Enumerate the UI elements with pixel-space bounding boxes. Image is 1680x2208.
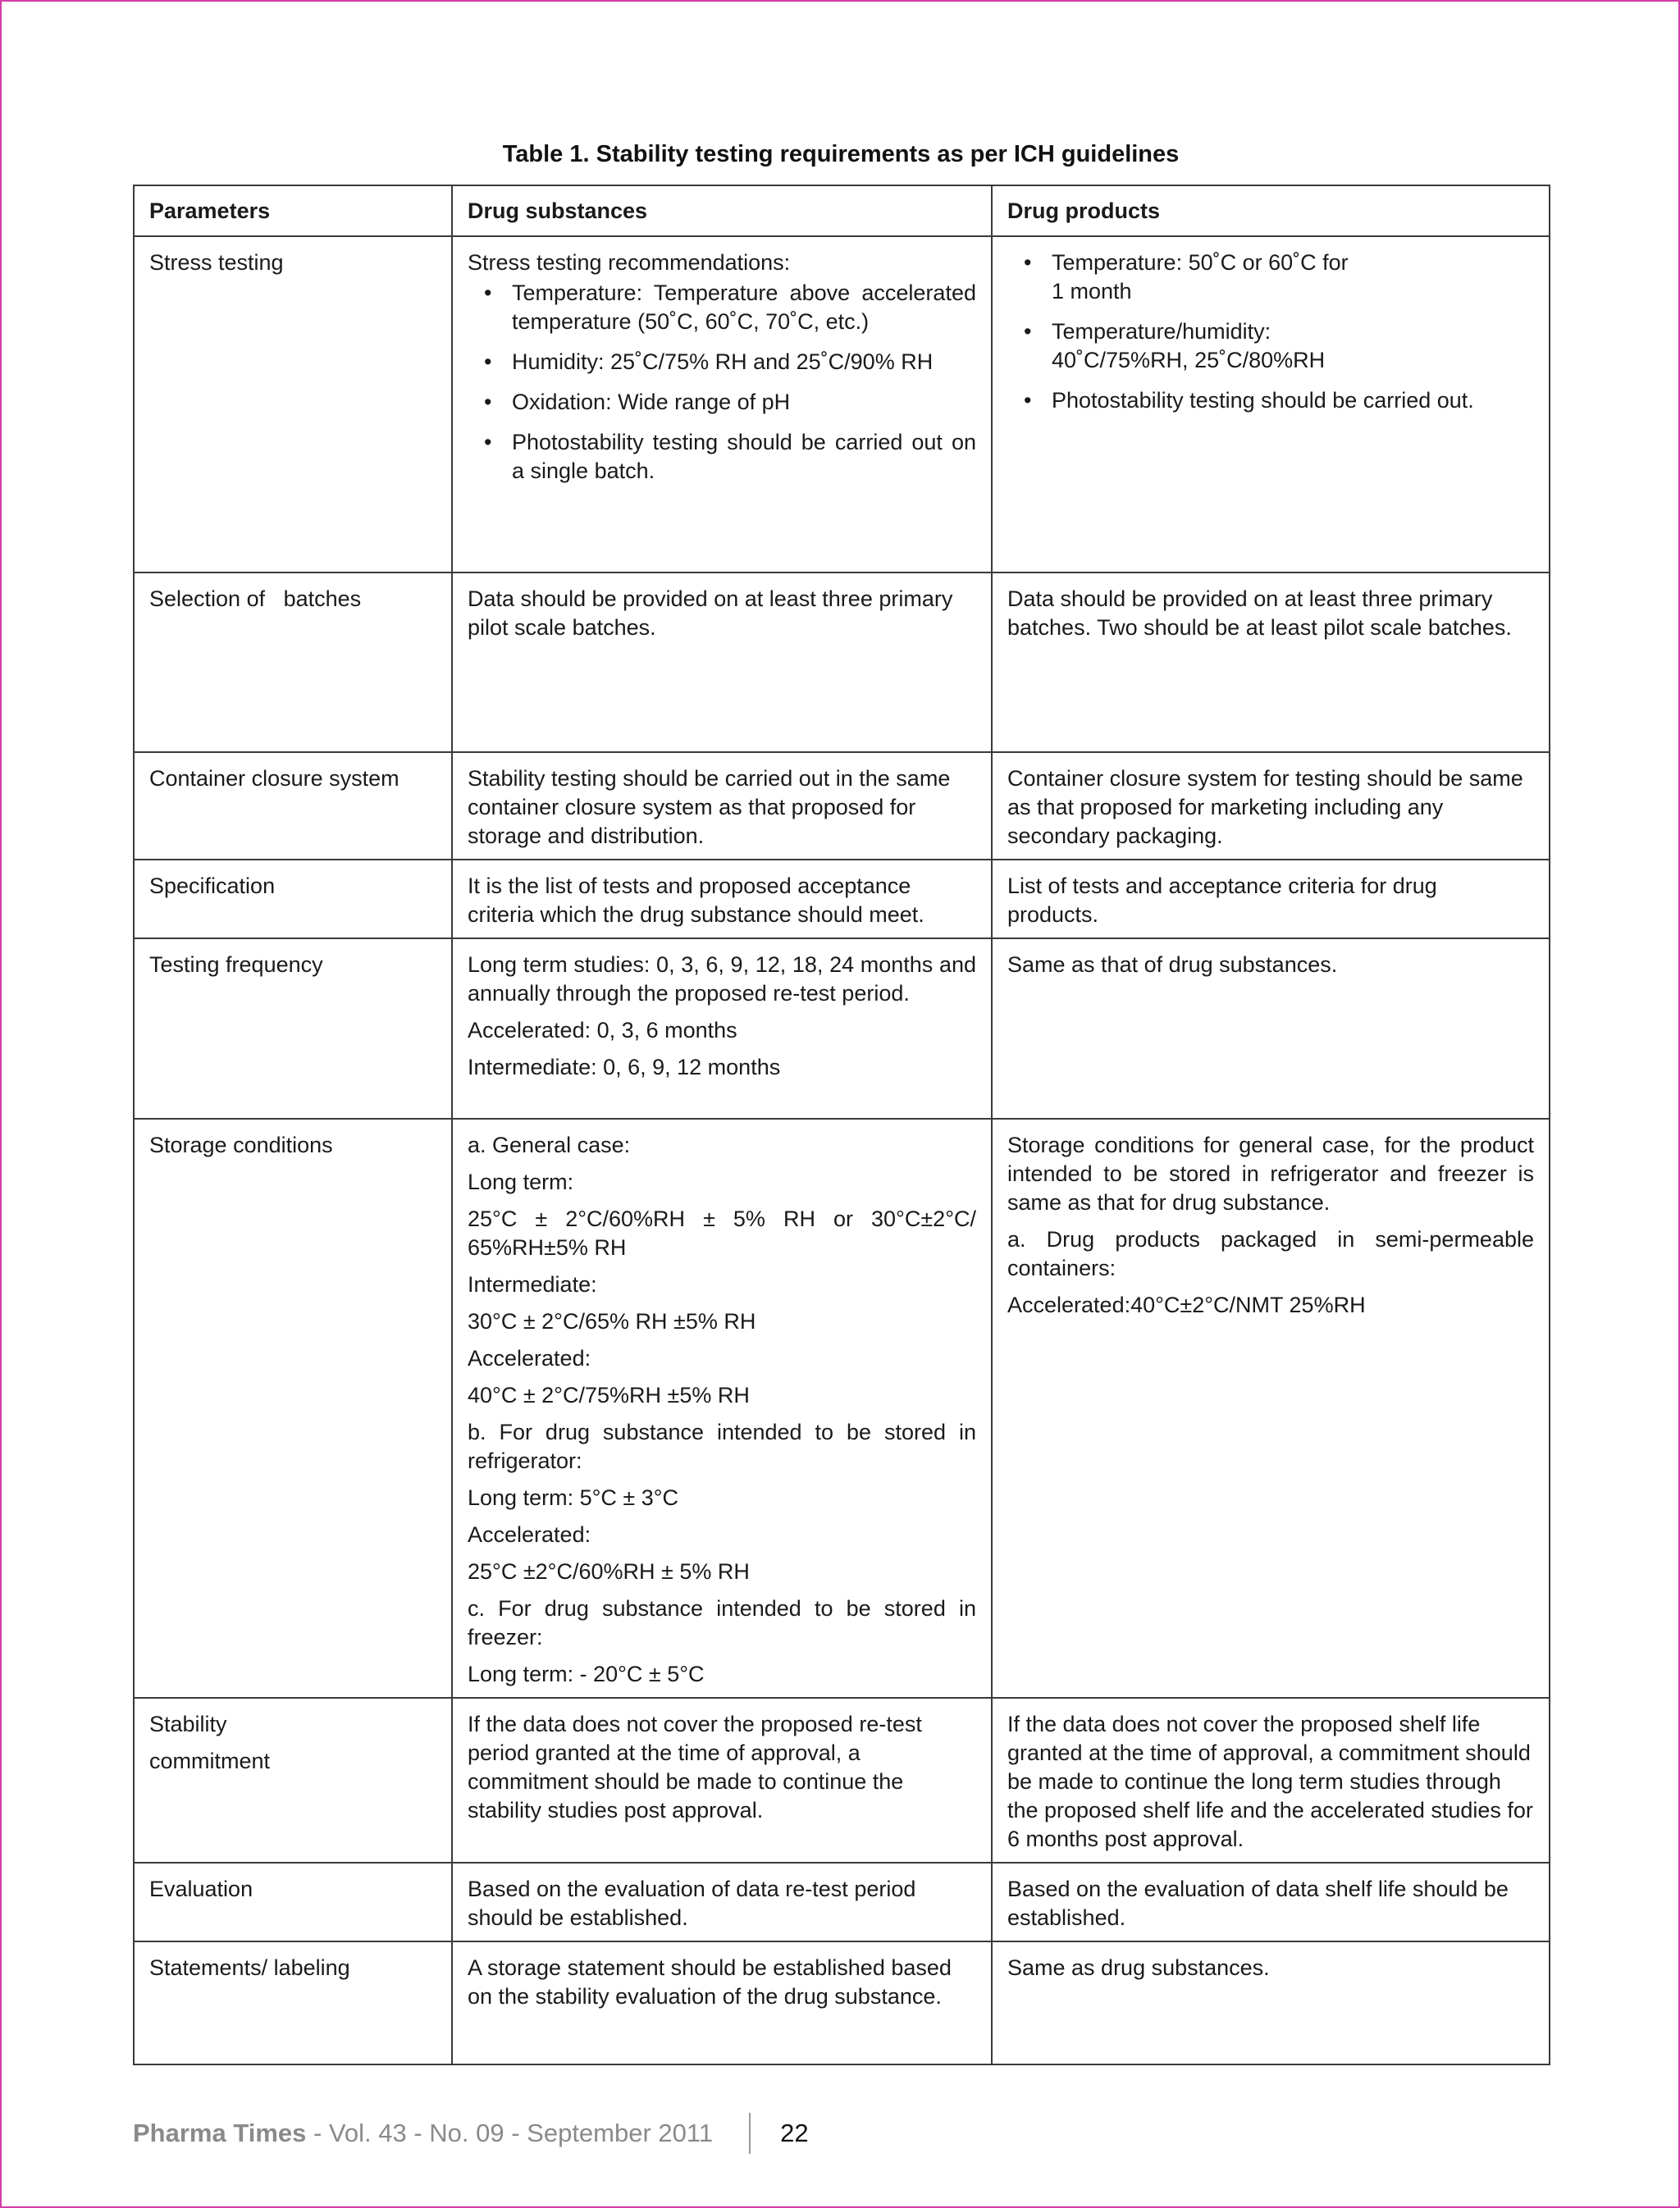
table-row-stress-testing	[134, 236, 1550, 573]
page-footer	[133, 2113, 809, 2154]
table-row-statements-labeling	[134, 1941, 1550, 2064]
cell-text: 25°C ± 2°C/60%RH ± 5% RH or 30°C±2°C/ 65%RH±5% RH	[468, 1207, 976, 1260]
bullet-list	[1007, 249, 1534, 415]
cell-text: 40°C ± 2°C/75%RH ±5% RH	[468, 1383, 750, 1407]
substance-cell: Data should be provided on at least three primary pilot scale batches.	[452, 573, 992, 752]
param-cell: Testing frequency	[134, 938, 452, 1119]
table-row-storage-conditions	[134, 1119, 1550, 1698]
product-cell: Container closure system for testing should be same as that proposed for marketing including any secondary packaging.	[992, 752, 1550, 860]
substance-cell	[452, 1119, 992, 1698]
list-item: • Photostability testing should be carried out on a single batch.	[468, 428, 976, 486]
product-cell: List of tests and acceptance criteria for drug products.	[992, 860, 1550, 938]
product-cell: Data should be provided on at least three primary batches. Two should be at least pilot scale batches.	[992, 573, 1550, 752]
header-drug-products: Drug products	[992, 185, 1550, 236]
product-cell	[992, 1119, 1550, 1698]
param-cell: Specification	[134, 860, 452, 938]
substance-cell	[452, 236, 992, 573]
table-row-evaluation	[134, 1863, 1550, 1941]
cell-text: 30°C ± 2°C/65% RH ±5% RH	[468, 1309, 756, 1334]
substance-cell: Based on the evaluation of data re-test period should be established.	[452, 1863, 992, 1941]
substance-cell: Stability testing should be carried out in the same container closure system as that proposed for storage and distribution.	[452, 752, 992, 860]
cell-text: Long term: - 20°C ± 5°C	[468, 1662, 705, 1686]
stability-requirements-table	[133, 185, 1550, 2065]
list-item: • Oxidation: Wide range of pH	[468, 388, 976, 417]
product-cell: If the data does not cover the proposed shelf life granted at the time of approval, a commitment should be made to continue the long term studies through the proposed shelf life and the accelerated studies for 6 months post approval.	[992, 1698, 1550, 1863]
header-drug-substances: Drug substances	[452, 185, 992, 236]
list-item: • Temperature/humidity: 40˚C/75%RH, 25˚C/80%RH	[1007, 317, 1534, 375]
cell-text: commitment	[149, 1749, 271, 1773]
cell-text: Intermediate: 0, 6, 9, 12 months	[468, 1055, 781, 1079]
param-cell: Statements/ labeling	[134, 1941, 452, 2064]
substance-cell: If the data does not cover the proposed re-test period granted at the time of approval, a commitment should be made to continue the stability studies post approval.	[452, 1698, 992, 1863]
cell-text: Long term:	[468, 1170, 574, 1194]
substance-cell: A storage statement should be established based on the stability evaluation of the drug substance.	[452, 1941, 992, 2064]
product-cell	[992, 236, 1550, 573]
param-cell: Evaluation	[134, 1863, 452, 1941]
table-row-stability-commitment	[134, 1698, 1550, 1863]
table-row-selection-of-batches	[134, 573, 1550, 752]
product-cell: Same as drug substances.	[992, 1941, 1550, 2064]
list-item: • Temperature: Temperature above accelerated temperature (50˚C, 60˚C, 70˚C, etc.)	[468, 279, 976, 336]
param-cell: Storage conditions	[134, 1119, 452, 1698]
cell-text: Accelerated:	[468, 1522, 591, 1547]
cell-text: c. For drug substance intended to be stored in freezer:	[468, 1596, 976, 1649]
footer-divider	[749, 2113, 751, 2154]
cell-text: Accelerated:40°C±2°C/NMT 25%RH	[1007, 1293, 1366, 1317]
table-row-testing-frequency	[134, 938, 1550, 1119]
cell-text: a. Drug products packaged in semi-permeable containers:	[1007, 1227, 1534, 1280]
cell-text: Stress testing recommendations:	[468, 250, 791, 275]
cell-text: Long term: 5°C ± 3°C	[468, 1485, 679, 1510]
table-caption: Table 1. Stability testing requirements as per ICH guidelines	[502, 141, 1180, 167]
param-cell: Stress testing	[134, 236, 452, 573]
param-cell	[134, 1698, 452, 1863]
cell-text: Stability	[149, 1712, 227, 1736]
cell-text: Long term studies: 0, 3, 6, 9, 12, 18, 24 months and annually through the proposed re-test period.	[468, 952, 976, 1006]
list-item: • Temperature: 50˚C or 60˚C for 1 month	[1007, 249, 1534, 306]
cell-text: a. General case:	[468, 1133, 631, 1157]
header-parameters: Parameters	[134, 185, 452, 236]
cell-text: Accelerated:	[468, 1346, 591, 1371]
list-item: • Humidity: 25˚C/75% RH and 25˚C/90% RH	[468, 348, 976, 376]
journal-name: Pharma Times	[133, 2119, 307, 2147]
substance-cell	[452, 938, 992, 1119]
cell-text: b. For drug substance intended to be stored in refrigerator:	[468, 1420, 976, 1473]
cell-text: Storage conditions for general case, for the product intended to be stored in refrigerator and freezer is same as that for drug substance.	[1007, 1133, 1534, 1215]
param-cell: Selection of batches	[134, 573, 452, 752]
table-row-container-closure	[134, 752, 1550, 860]
cell-text: Intermediate:	[468, 1272, 597, 1297]
table-row-specification	[134, 860, 1550, 938]
issue-info: - Vol. 43 - No. 09 - September 2011	[306, 2119, 714, 2147]
substance-cell: It is the list of tests and proposed acceptance criteria which the drug substance should meet.	[452, 860, 992, 938]
list-item: • Photostability testing should be carried out.	[1007, 386, 1534, 415]
product-cell: Based on the evaluation of data shelf life should be established.	[992, 1863, 1550, 1941]
bullet-list	[468, 279, 976, 486]
cell-text: 25°C ±2°C/60%RH ± 5% RH	[468, 1559, 750, 1584]
param-cell: Container closure system	[134, 752, 452, 860]
cell-text: Accelerated: 0, 3, 6 months	[468, 1018, 737, 1042]
page-number: 22	[780, 2119, 809, 2147]
product-cell: Same as that of drug substances.	[992, 938, 1550, 1119]
table-header-row	[134, 185, 1550, 236]
